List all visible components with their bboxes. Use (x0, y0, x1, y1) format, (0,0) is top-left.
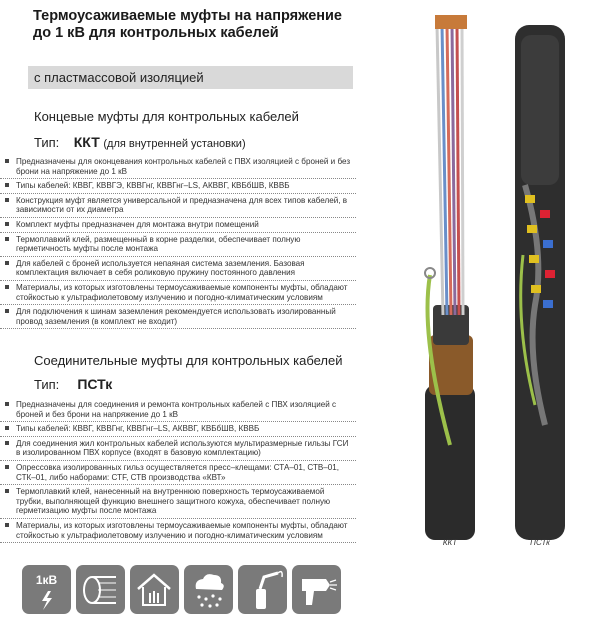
list-item-text: Конструкция муфт является универсальной и предназначена для всех типов кабелей, в зависимости от их диаметра (16, 195, 348, 215)
kkt-termination-image (425, 15, 475, 540)
list-item (0, 485, 356, 519)
list-item-text: Термоплавкий клей, размещенный в корне разделки, обеспечивает полную герметичность муфты после монтажа (16, 234, 301, 254)
list-item-text: Материалы, из которых изготовлены термоусаживаемые компоненты муфты, обладают стойкостью к ультрафиолетовому излучению и погодно-климатическим условиям (16, 520, 348, 540)
bullet-square-icon (5, 237, 9, 241)
voltage-1kv-icon (22, 565, 71, 614)
section2-heading: Соединительные муфты для контрольных кабелей (34, 353, 343, 368)
list-item (0, 194, 356, 218)
section2-list (0, 398, 356, 543)
bullet-square-icon (5, 402, 9, 406)
list-item (0, 422, 356, 437)
section2-type-label: Тип: (34, 377, 60, 392)
list-item (0, 281, 356, 305)
list-item-text: Опрессовка изолированных гильз осуществляется пресс–клещами: СТА–01, СТВ–01, СТК–01, либо наборами: СТF, СТВ производства «КВТ» (16, 462, 340, 482)
section2-type (34, 376, 112, 392)
bullet-square-icon (5, 489, 9, 493)
list-item (0, 233, 356, 257)
list-item-text: Термоплавкий клей, нанесенный на внутреннюю поверхность термоусаживаемой трубки, выполняющей функцию внешнего защитного кожуха, обеспечивает полную герметизацию муфты после монтажа (16, 487, 331, 516)
section1-heading: Концевые муфты для контрольных кабелей (34, 109, 299, 124)
bullet-square-icon (5, 285, 9, 289)
section2-type-code: ПСТк (77, 376, 113, 392)
bullet-square-icon (5, 222, 9, 226)
section1-type-note: (для внутренней установки) (103, 138, 246, 150)
section1-type-label: Тип: (34, 135, 60, 150)
feature-icons-row (22, 565, 341, 614)
bullet-square-icon (5, 441, 9, 445)
subtitle: с пластмассовой изоляцией (34, 70, 204, 85)
weather-rain-icon (184, 565, 233, 614)
list-item (0, 461, 356, 485)
voltage-label: 1кВ (35, 573, 58, 587)
bullet-square-icon (5, 523, 9, 527)
list-item-text: Предназначены для оконцевания контрольных кабелей с ПВХ изоляцией с броней и без брони на напряжение до 1 кВ (16, 157, 351, 176)
section1-type (34, 134, 246, 150)
list-item (0, 437, 356, 461)
list-item-text: Для соединения жил контрольных кабелей используются мультиразмерные гильзы ГСИ в изолированном ПВХ корпусе (входят в базовую комплектацию) (16, 438, 349, 458)
section1-type-code: ККТ (73, 134, 100, 150)
bullet-square-icon (5, 465, 9, 469)
page-title: Термоусаживаемые муфты на напряжение до 1 кВ для контрольных кабелей (33, 8, 342, 41)
list-item-text: Материалы, из которых изготовлены термоусаживаемые компоненты муфты, обладают стойкостью к ультрафиолетовому излучению и погодно-климатическим условиям (16, 282, 348, 302)
list-item-text: Для кабелей с броней используется непаяная система заземления. Базовая комплектация включает в себя роликовую пружину постоянного давления (16, 258, 305, 278)
list-item-text: Для подключения к шинам заземления рекомендуется использовать изолированный провод заземления (в комплект не входит) (16, 307, 336, 326)
cable-section-icon (76, 565, 125, 614)
bullet-square-icon (5, 261, 9, 265)
bullet-square-icon (5, 183, 9, 187)
bullet-square-icon (5, 426, 9, 430)
list-item (0, 218, 356, 233)
list-item (0, 305, 356, 329)
gas-burner-icon (238, 565, 287, 614)
section1-list (0, 155, 356, 329)
list-item (0, 179, 356, 194)
list-item (0, 519, 356, 543)
bullet-square-icon (5, 159, 9, 163)
bullet-square-icon (5, 198, 9, 202)
list-item-text: Типы кабелей: КВВГ, КВВГЭ, КВВГнг, КВВГнг–LS, АКВВГ, КВБбШВ, КВВБ (16, 181, 290, 191)
caption-pstk: ПСТк (530, 538, 550, 545)
list-item (0, 398, 356, 422)
product-photo (395, 5, 595, 545)
caption-kkt: ККТ (442, 538, 458, 545)
indoor-house-icon (130, 565, 179, 614)
bullet-square-icon (5, 309, 9, 313)
list-item (0, 155, 356, 179)
pstk-joint-image (515, 25, 565, 540)
list-item-text: Комплект муфты предназначен для монтажа внутри помещений (16, 219, 259, 229)
heat-gun-icon (292, 565, 341, 614)
list-item (0, 257, 356, 281)
list-item-text: Типы кабелей: КВВГ, КВВГнг, КВВГнг–LS, АКВВГ, КВБбШВ, КВВБ (16, 424, 260, 434)
list-item-text: Предназначены для соединения и ремонта контрольных кабелей с ПВХ изоляцией с броней и без брони на напряжение до 1 кВ (16, 400, 337, 419)
